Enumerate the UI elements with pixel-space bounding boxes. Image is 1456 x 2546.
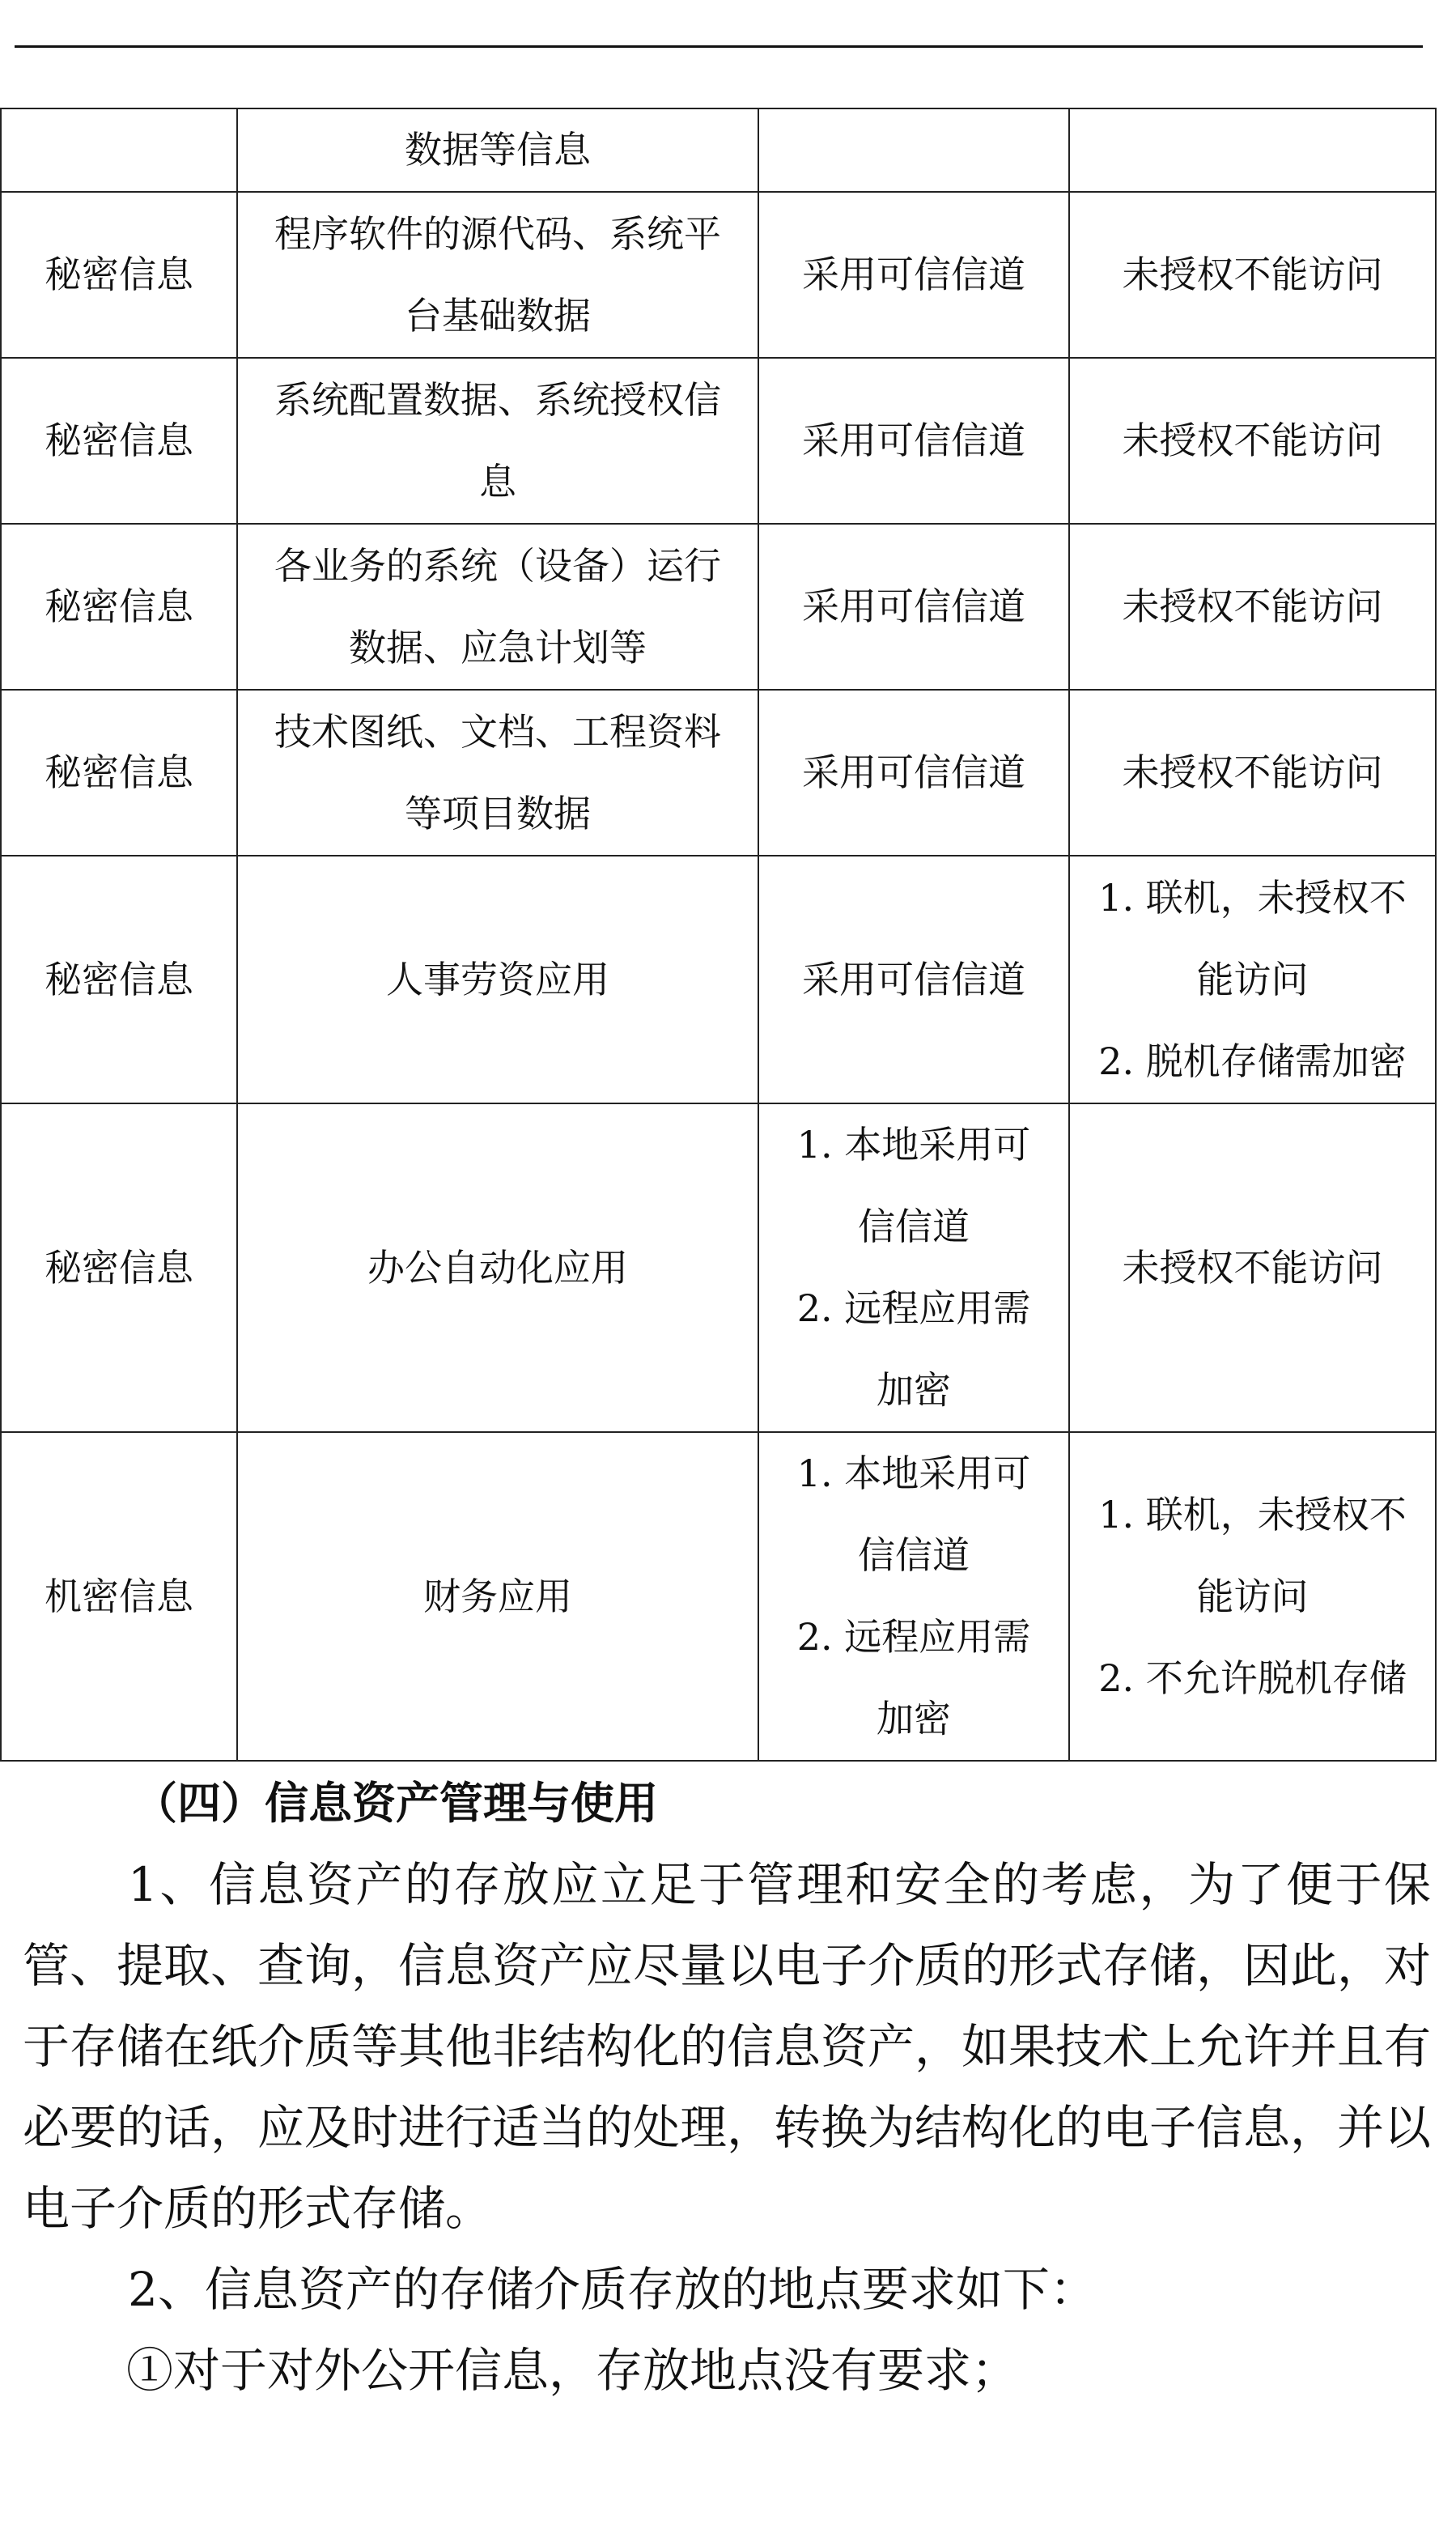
paragraph: 2、信息资产的存储介质存放的地点要求如下： — [128, 2262, 1097, 2317]
cell-level: 秘密信息 — [1, 856, 237, 1103]
cell-access: 未授权不能访问 — [1069, 358, 1436, 524]
info-asset-table — [0, 108, 1437, 1762]
paragraph: 1、信息资产的存放应立足于管理和安全的考虑，为了便于保管、提取、查询，信息资产应尽量以电子介质的形式存储，因此，对于存储在纸介质等其他非结构化的信息资产，如果技术上允许并且有必要的话，应及时进行适当的处理，转换为结构化的电子信息，并以电子介质的形式存储。 — [23, 1857, 1432, 2236]
cell-content: 系统配置数据、系统授权信 息 — [237, 358, 758, 524]
header-rule — [15, 45, 1423, 48]
table-row — [1, 192, 1436, 358]
section-title: （四）信息资产管理与使用 — [134, 1778, 658, 1829]
cell-content: 程序软件的源代码、系统平 台基础数据 — [237, 192, 758, 358]
table-row — [1, 690, 1436, 856]
cell-transfer: 采用可信信道 — [758, 192, 1069, 358]
table-row — [1, 108, 1436, 192]
table-row — [1, 1103, 1436, 1432]
list-item: ①对于对外公开信息，存放地点没有要求； — [126, 2343, 1019, 2398]
cell-access: 未授权不能访问 — [1069, 690, 1436, 856]
table-row — [1, 1432, 1436, 1761]
cell-level: 秘密信息 — [1, 1103, 237, 1432]
table-row — [1, 856, 1436, 1103]
cell-content: 财务应用 — [237, 1432, 758, 1761]
cell-level: 秘密信息 — [1, 192, 237, 358]
cell-access: 未授权不能访问 — [1069, 192, 1436, 358]
cell-content: 数据等信息 — [237, 108, 758, 192]
cell-access: 未授权不能访问 — [1069, 1103, 1436, 1432]
cell-transfer: 采用可信信道 — [758, 856, 1069, 1103]
cell-access: 未授权不能访问 — [1069, 524, 1436, 690]
cell-level: 秘密信息 — [1, 524, 237, 690]
cell-content: 办公自动化应用 — [237, 1103, 758, 1432]
cell-level: 秘密信息 — [1, 690, 237, 856]
cell-transfer: 1. 本地采用可 信信道 2. 远程应用需 加密 — [758, 1432, 1069, 1761]
cell-transfer — [758, 108, 1069, 192]
cell-transfer: 1. 本地采用可 信信道 2. 远程应用需 加密 — [758, 1103, 1069, 1432]
cell-transfer: 采用可信信道 — [758, 358, 1069, 524]
table-row — [1, 358, 1436, 524]
cell-level — [1, 108, 237, 192]
cell-transfer: 采用可信信道 — [758, 690, 1069, 856]
cell-access: 1. 联机，未授权不 能访问 2. 脱机存储需加密 — [1069, 856, 1436, 1103]
cell-content: 各业务的系统（设备）运行 数据、应急计划等 — [237, 524, 758, 690]
cell-level: 机密信息 — [1, 1432, 237, 1761]
body-text — [23, 1844, 1431, 2411]
table-row — [1, 524, 1436, 690]
cell-access — [1069, 108, 1436, 192]
cell-content: 技术图纸、文档、工程资料 等项目数据 — [237, 690, 758, 856]
cell-access: 1. 联机，未授权不 能访问 2. 不允许脱机存储 — [1069, 1432, 1436, 1761]
cell-transfer: 采用可信信道 — [758, 524, 1069, 690]
cell-content: 人事劳资应用 — [237, 856, 758, 1103]
cell-level: 秘密信息 — [1, 358, 237, 524]
